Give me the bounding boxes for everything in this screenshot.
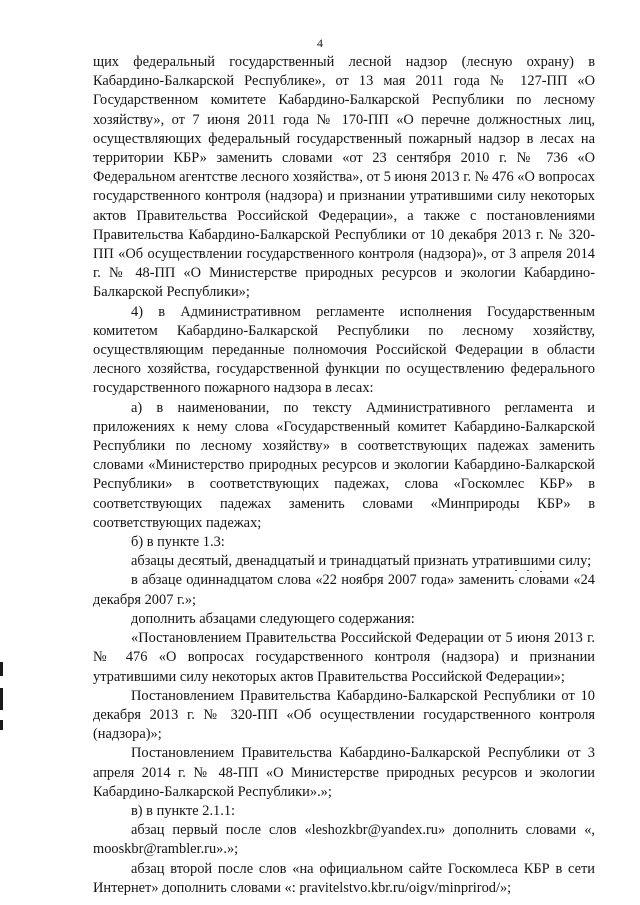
document-body [93, 53, 595, 898]
paragraph-supplement-2: Постановлением Правительства Кабардино-Балкарской Республики от 10 декабря 2013 г. № 320-ПП «Об осуществлении государственного контроля (надзора)»; [93, 687, 595, 743]
scan-edge-mark [0, 662, 3, 676]
scan-speck [527, 570, 529, 571]
page-number: 4 [317, 36, 323, 50]
paragraph-abzacy-void: абзацы десятый, двенадцатый и тринадцатый признать утратившими силу; [131, 553, 592, 570]
scan-speck [540, 571, 542, 572]
paragraph-abzac-11: в абзаце одиннадцатом слова «22 ноября 2007 года» заменить словами «24 декабря 2007 г.»; [93, 572, 595, 608]
paragraph-1: щих федеральный государственный лесной надзор (лесную охрану) в Кабардино-Балкарской Республике», от 13 мая 2011 года № 127-ПП «О Государственном комитете Кабардино-Балкарской Республики по лесному хозяйству», от 7 июня 2011 года № 170-ПП «О перечне должностных лиц, осуществляющих федеральный государственный пожарный надзор в лесах на территории КБР» заменить словами «от 23 сентября 2010 г. № 736 «О Федеральном агентстве лесного хозяйства», от 5 июня 2013 г. № 476 «О вопросах государственного контроля (надзора) и признании утратившими силу некоторых актов Правительства Российской Федерации», а также с постановлениями Правительства Кабардино-Балкарской Республики от 10 декабря 2013 г. № 320-ПП «Об осуществлении государственного контроля (надзора)», от 3 апреля 2014 г. № 48-ПП «О Министерстве природных ресурсов и экологии Кабардино-Балкарской Республики»; [93, 54, 595, 301]
paragraph-abzac-second: абзац второй после слов «на официальном сайте Госкомлеса КБР в сети Интернет» дополнить словами «: pravitelstvo.kbr.ru/oigv/minprirod/»; [93, 860, 595, 896]
paragraph-subitem-v: в) в пункте 2.1.1: [131, 802, 236, 819]
scan-edge-mark [0, 720, 3, 730]
paragraph-subitem-b: б) в пункте 1.3: [131, 534, 225, 551]
paragraph-supplement-1: «Постановлением Правительства Российской Федерации от 5 июня 2013 г. № 476 «О вопросах государственного контроля (надзора) и признании утратившими силу некоторых актов Правительства Российской Федерации»; [93, 630, 595, 685]
paragraph-supplement-intro: дополнить абзацами следующего содержания: [131, 610, 415, 627]
paragraph-subitem-a: а) в наименовании, по тексту Административного регламента и приложениях к нему слова «Государственный комитет Кабардино-Балкарской Республики по лесному хозяйству» в соответствующих падежах заменить словами «Министерство природных ресурсов и экологии Кабардино-Балкарской Республики» в соответствующих падежах, слова «Госкомлес КБР» в соответствующих падежах заменить словами «Минприроды КБР» в соответствующих падежах; [93, 399, 595, 531]
paragraph-item-4: 4) в Административном регламенте исполнения Государственным комитетом Кабардино-Балкарской Республики по лесному хозяйству, осуществляющим переданные полномочия Российской Федерации в области лесного хозяйства, государственной функции по осуществлению федерального государственного пожарного надзора в лесах: [93, 303, 595, 397]
paragraph-supplement-3: Постановлением Правительства Кабардино-Балкарской Республики от 3 апреля 2014 г. № 48-ПП «О Министерстве природных ресурсов и экологии Кабардино-Балкарской Республики».»; [93, 745, 595, 800]
paragraph-abzac-first: абзац первый после слов «leshozkbr@yandex.ru» дополнить словами «, mooskbr@rambler.ru».»; [93, 822, 595, 858]
scan-edge-mark [0, 688, 3, 710]
scan-speck [515, 570, 517, 571]
